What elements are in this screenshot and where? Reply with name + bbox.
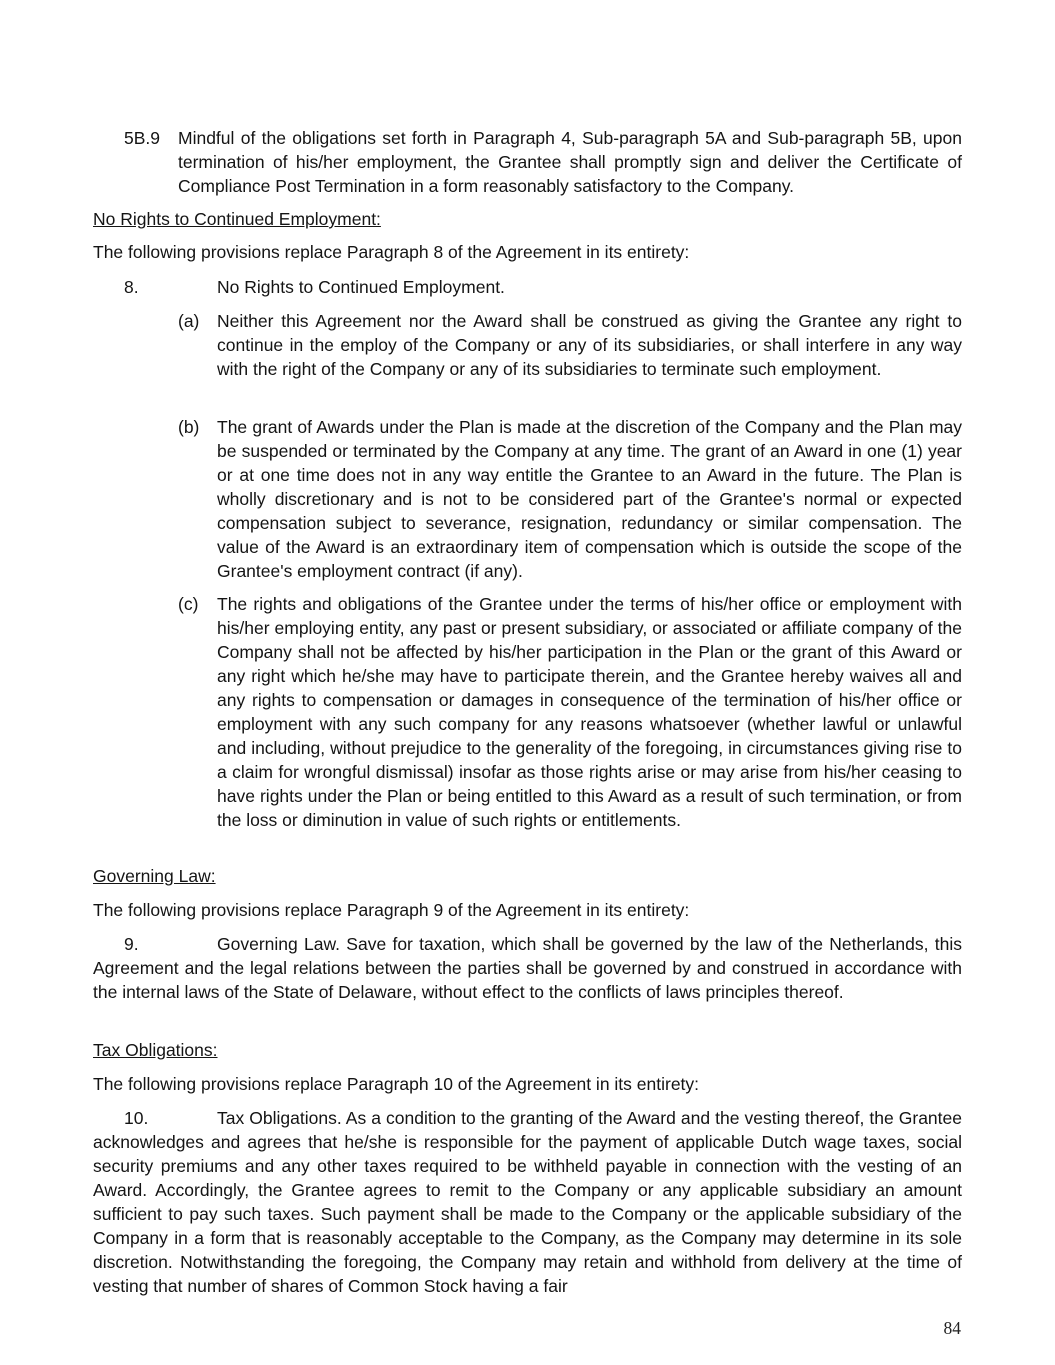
- rights-intro: The following provisions replace Paragraph 8 of the Agreement in its entirety:: [93, 242, 690, 262]
- section-5b9: [124, 126, 962, 198]
- paragraph-9: [93, 932, 962, 1004]
- governing-intro: The following provisions replace Paragraph 9 of the Agreement in its entirety:: [93, 900, 690, 920]
- item-c-label: (c): [178, 594, 199, 614]
- paragraph-10-text: Tax Obligations. As a condition to the granting of the Award and the vesting thereof, the Grantee acknowledges and agrees that he/she is responsible for the payment of applicable Dutch wage taxes, social security premiums and any other taxes required to be withheld payable in connection with the vesting of an Award. Accordingly, the Grantee agrees to remit to the Company or any applicable subsidiary an amount sufficient to pay such taxes. Such payment shall be made to the Company or the applicable subsidiary of the Company in a form that is reasonably acceptable to the Company, as the Company may determine in its sole discretion. Notwithstanding the foregoing, the Company may retain and withhold from delivery at the time of vesting that number of shares of Common Stock having a fair: [93, 1108, 962, 1296]
- item-a-label: (a): [178, 311, 200, 331]
- item-b: [178, 415, 962, 583]
- paragraph-9-text: Governing Law. Save for taxation, which shall be governed by the law of the Netherlands, this Agreement and the legal relations between the parties shall be governed by and construed in accordance with the internal laws of the State of Delaware, without effect to the conflicts of laws principles thereof.: [93, 934, 962, 1002]
- paragraph-8-number: 8.: [124, 277, 139, 297]
- item-b-label: (b): [178, 417, 200, 437]
- section-5b9-text: Mindful of the obligations set forth in Paragraph 4, Sub-paragraph 5A and Sub-paragraph 5B, upon termination of his/her employment, the Grantee shall promptly sign and deliver the Certificate of Compliance Post Termination in a form reasonably satisfactory to the Company.: [178, 128, 962, 196]
- paragraph-8-title: No Rights to Continued Employment.: [217, 277, 505, 297]
- item-b-text: The grant of Awards under the Plan is made at the discretion of the Company and the Plan may be suspended or terminated by the Company at any time. The grant of an Award in one (1) year or at one time does not in any way entitle the Grantee to an Award in the future. The Plan is wholly discretionary and is not to be considered part of the Grantee's normal or expected compensation subject to severance, resignation, redundancy or similar compensation. The value of the Award is an extraordinary item of compensation which is outside the scope of the Grantee's employment contract (if any).: [217, 417, 962, 581]
- item-a-text: Neither this Agreement nor the Award shall be construed as giving the Grantee any right to continue in the employ of the Company or any of its subsidiaries, or shall interfere in any way with the right of the Company or any of its subsidiaries to terminate such employment.: [217, 311, 962, 379]
- section-5b9-number: 5B.9: [124, 128, 160, 148]
- paragraph-10: [93, 1106, 962, 1298]
- item-a: [178, 309, 962, 381]
- paragraph-9-number: 9.: [124, 934, 139, 954]
- item-c-text: The rights and obligations of the Grantee under the terms of his/her office or employment with his/her employing entity, any past or present subsidiary, or associated or affiliate company of the Company shall not be affected by his/her participation in the Plan or the grant of this Award or any right which he/she may have to participate therein, and the Grantee hereby waives all and any rights to compensation or damages in consequence of the termination of his/her office or employment with any such company for any reasons whatsoever (whether lawful or unlawful and including, without prejudice to the generality of the foregoing, in circumstances giving rise to a claim for wrongful dismissal) insofar as those rights arise or may arise from his/her ceasing to have rights under the Plan or being entitled to this Award as a result of such termination, or from the loss or diminution in value of such rights or entitlements.: [217, 594, 962, 830]
- rights-heading: No Rights to Continued Employment:: [93, 209, 381, 229]
- tax-heading: Tax Obligations:: [93, 1040, 218, 1060]
- governing-heading: Governing Law:: [93, 866, 216, 886]
- paragraph-10-number: 10.: [124, 1108, 149, 1128]
- item-c: [178, 592, 962, 832]
- page-number: 84: [943, 1318, 961, 1338]
- paragraph-8-title-line: [124, 275, 139, 299]
- tax-intro: The following provisions replace Paragraph 10 of the Agreement in its entirety:: [93, 1074, 700, 1094]
